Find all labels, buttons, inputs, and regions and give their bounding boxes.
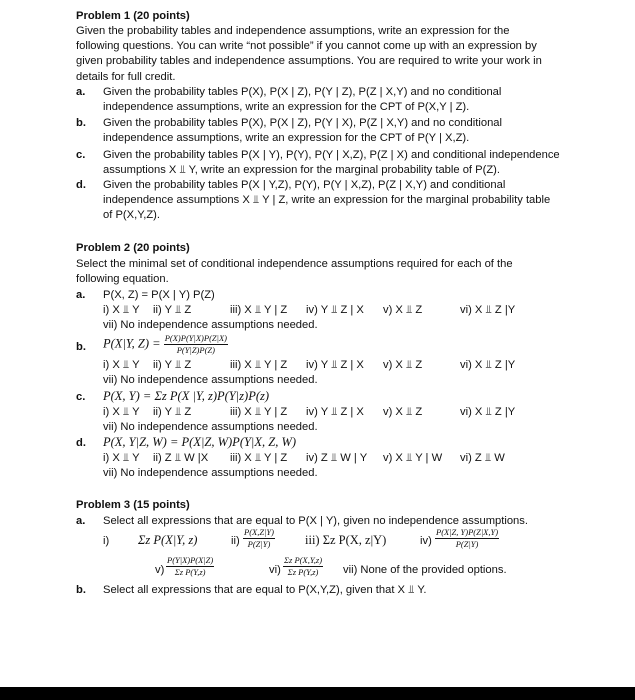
p3-a-option-iv-label[interactable]: iv) <box>420 535 432 547</box>
p2-b-option[interactable]: iii) X ⫫ Y | Z <box>230 359 288 371</box>
bottom-black-bar <box>0 687 635 700</box>
text-line: Given the probability tables P(X), P(X | Z), P(Y | X), P(Z | X,Y) and no conditional <box>103 117 502 129</box>
problem-2-title: Problem 2 (20 points) <box>76 242 190 254</box>
fraction-numerator: P(Y|X)P(X|Z) <box>167 555 214 565</box>
p3-a-option-ii[interactable] <box>243 528 275 549</box>
text-line: Given the probability tables P(X | Y), P(Y), P(Y | X,Z), P(Z | X) and conditional independence <box>103 149 560 161</box>
text-line: independence assumptions, write an expression for the CPT of P(X,Y | Z). <box>103 101 470 114</box>
text-line: of P(X,Y,Z). <box>103 209 160 222</box>
intro-line: given probability tables and independence assumptions. You are required to write your work in <box>76 55 542 68</box>
p2-b-option[interactable]: v) X ⫫ Z <box>383 359 423 371</box>
p2-a-option[interactable]: ii) Y ⫫ Z <box>153 304 192 316</box>
fraction-numerator: P(X|Z, Y)P(Z|X,Y) <box>436 527 499 537</box>
p2-d-option[interactable]: vi) Z ⫫ W <box>460 452 505 464</box>
intro-line: Given the probability tables and independence assumptions, write an expression for the <box>76 25 510 37</box>
fraction <box>166 556 214 577</box>
p3-a-option-vii[interactable]: vii) None of the provided options. <box>343 564 507 576</box>
p2-b-equation <box>103 334 228 355</box>
fraction-denominator: P(Z|Y) <box>247 539 271 549</box>
intro-line: following equation. <box>76 273 169 286</box>
intro-line: Select the minimal set of conditional independence assumptions required for each of the <box>76 258 513 270</box>
fraction-denominator: P(Y|Z)P(Z) <box>176 345 215 355</box>
p2-d-label: d. <box>76 437 86 449</box>
p2-d-option[interactable]: iv) Z ⫫ W | Y <box>306 452 368 464</box>
intro-line: details for full credit. <box>76 70 176 83</box>
text-line: assumptions X ⫫ Y, write an expression for the marginal probability table of P(Z). <box>103 164 501 177</box>
fraction <box>435 528 499 549</box>
p1-d-text <box>103 178 550 224</box>
p1-a-label: a. <box>76 86 86 98</box>
fraction-denominator: Σz P(Y,z) <box>174 567 206 577</box>
p3-a-text: Select all expressions that are equal to P(X | Y), given no independence assumptions. <box>103 515 528 527</box>
p2-b-option[interactable]: vi) X ⫫ Z |Y <box>460 359 516 371</box>
p3-a-option-ii-label[interactable]: ii) <box>231 535 240 547</box>
p2-a-option-vii[interactable]: vii) No independence assumptions needed. <box>103 319 318 331</box>
intro-line: following questions. You can write “not possible” if you cannot come up with an expression by <box>76 40 537 53</box>
fraction-denominator: P(Z|Y) <box>455 539 479 549</box>
fraction-denominator: Σz P(Y,z) <box>287 567 319 577</box>
fraction-numerator: P(X)P(Y|X)P(Z|X) <box>164 333 227 343</box>
fraction <box>243 528 275 549</box>
text-line: Given the probability tables P(X | Y,Z), P(Y), P(Y | X,Z), P(Z | X,Y) and conditional <box>103 179 506 191</box>
p2-c-option[interactable]: iii) X ⫫ Y | Z <box>230 406 288 418</box>
p2-c-label: c. <box>76 391 86 403</box>
p2-c-option[interactable]: i) X ⫫ Y <box>103 406 140 418</box>
p3-a-option-i-label[interactable]: i) <box>103 535 110 547</box>
text-line: independence assumptions X ⫫ Y | Z, write an expression for the marginal probability table <box>103 194 551 207</box>
p2-a-option[interactable]: iv) Y ⫫ Z | X <box>306 304 364 316</box>
p1-c-label: c. <box>76 149 86 161</box>
p1-b-label: b. <box>76 117 86 129</box>
p2-b-label: b. <box>76 341 86 353</box>
equation-left: P(X|Y, Z) = <box>103 336 161 351</box>
p3-a-option-iii[interactable]: iii) Σz P(X, z|Y) <box>305 533 387 547</box>
p2-d-option[interactable]: v) X ⫫ Y | W <box>383 452 443 464</box>
fraction-numerator: Σz P(X,Y,z) <box>284 555 323 565</box>
p2-a-option[interactable]: iii) X ⫫ Y | Z <box>230 304 288 316</box>
p3-a-label: a. <box>76 515 86 527</box>
p3-a-option-v[interactable] <box>166 556 214 577</box>
p2-d-equation: P(X, Y|Z, W) = P(X|Z, W)P(Y|X, Z, W) <box>103 435 297 449</box>
p1-c-text <box>103 148 560 178</box>
problem-3-title: Problem 3 (15 points) <box>76 499 190 511</box>
fraction <box>283 556 323 577</box>
p3-a-option-i[interactable]: Σz P(X|Y, z) <box>138 533 198 547</box>
p2-c-option-vii[interactable]: vii) No independence assumptions needed. <box>103 421 318 433</box>
p3-a-option-vi[interactable] <box>283 556 323 577</box>
p2-b-option[interactable]: i) X ⫫ Y <box>103 359 140 371</box>
p2-b-option-vii[interactable]: vii) No independence assumptions needed. <box>103 374 318 386</box>
p2-a-option[interactable]: v) X ⫫ Z <box>383 304 423 316</box>
p2-c-option[interactable]: v) X ⫫ Z <box>383 406 423 418</box>
problem-1-intro <box>76 24 576 85</box>
text-line: Given the probability tables P(X), P(X | Z), P(Y | Z), P(Z | X,Y) and no conditional <box>103 86 502 98</box>
p3-a-option-v-label[interactable]: v) <box>155 564 165 576</box>
fraction-numerator: P(X,Z|Y) <box>244 527 274 537</box>
p2-d-option-vii[interactable]: vii) No independence assumptions needed. <box>103 467 318 479</box>
problem-1-title: Problem 1 (20 points) <box>76 10 190 22</box>
p1-d-label: d. <box>76 179 86 191</box>
p2-a-equation: P(X, Z) = P(X | Y) P(Z) <box>103 289 215 301</box>
p2-d-option[interactable]: ii) Z ⫫ W |X <box>153 452 209 464</box>
p2-c-equation: P(X, Y) = Σz P(X |Y, z)P(Y|z)P(z) <box>103 389 270 403</box>
p2-c-option[interactable]: ii) Y ⫫ Z <box>153 406 192 418</box>
p2-d-option[interactable]: iii) X ⫫ Y | Z <box>230 452 288 464</box>
equation-fraction <box>164 334 228 355</box>
p3-b-text: Select all expressions that are equal to P(X,Y,Z), given that X ⫫ Y. <box>103 584 427 596</box>
p3-a-option-vi-label[interactable]: vi) <box>269 564 281 576</box>
p1-a-text <box>103 85 501 115</box>
p2-d-option[interactable]: i) X ⫫ Y <box>103 452 140 464</box>
p2-a-option[interactable]: vi) X ⫫ Z |Y <box>460 304 516 316</box>
p3-b-label: b. <box>76 584 86 596</box>
p2-c-option[interactable]: vi) X ⫫ Z |Y <box>460 406 516 418</box>
p2-b-option[interactable]: iv) Y ⫫ Z | X <box>306 359 364 371</box>
text-line: independence assumptions, write an expression for the CPT of P(Y | X,Z). <box>103 132 470 145</box>
p2-b-option[interactable]: ii) Y ⫫ Z <box>153 359 192 371</box>
p3-a-option-iv[interactable] <box>435 528 499 549</box>
p2-a-option[interactable]: i) X ⫫ Y <box>103 304 140 316</box>
p1-b-text <box>103 116 502 146</box>
problem-2-intro <box>76 257 576 287</box>
p2-c-option[interactable]: iv) Y ⫫ Z | X <box>306 406 364 418</box>
p2-a-label: a. <box>76 289 86 301</box>
